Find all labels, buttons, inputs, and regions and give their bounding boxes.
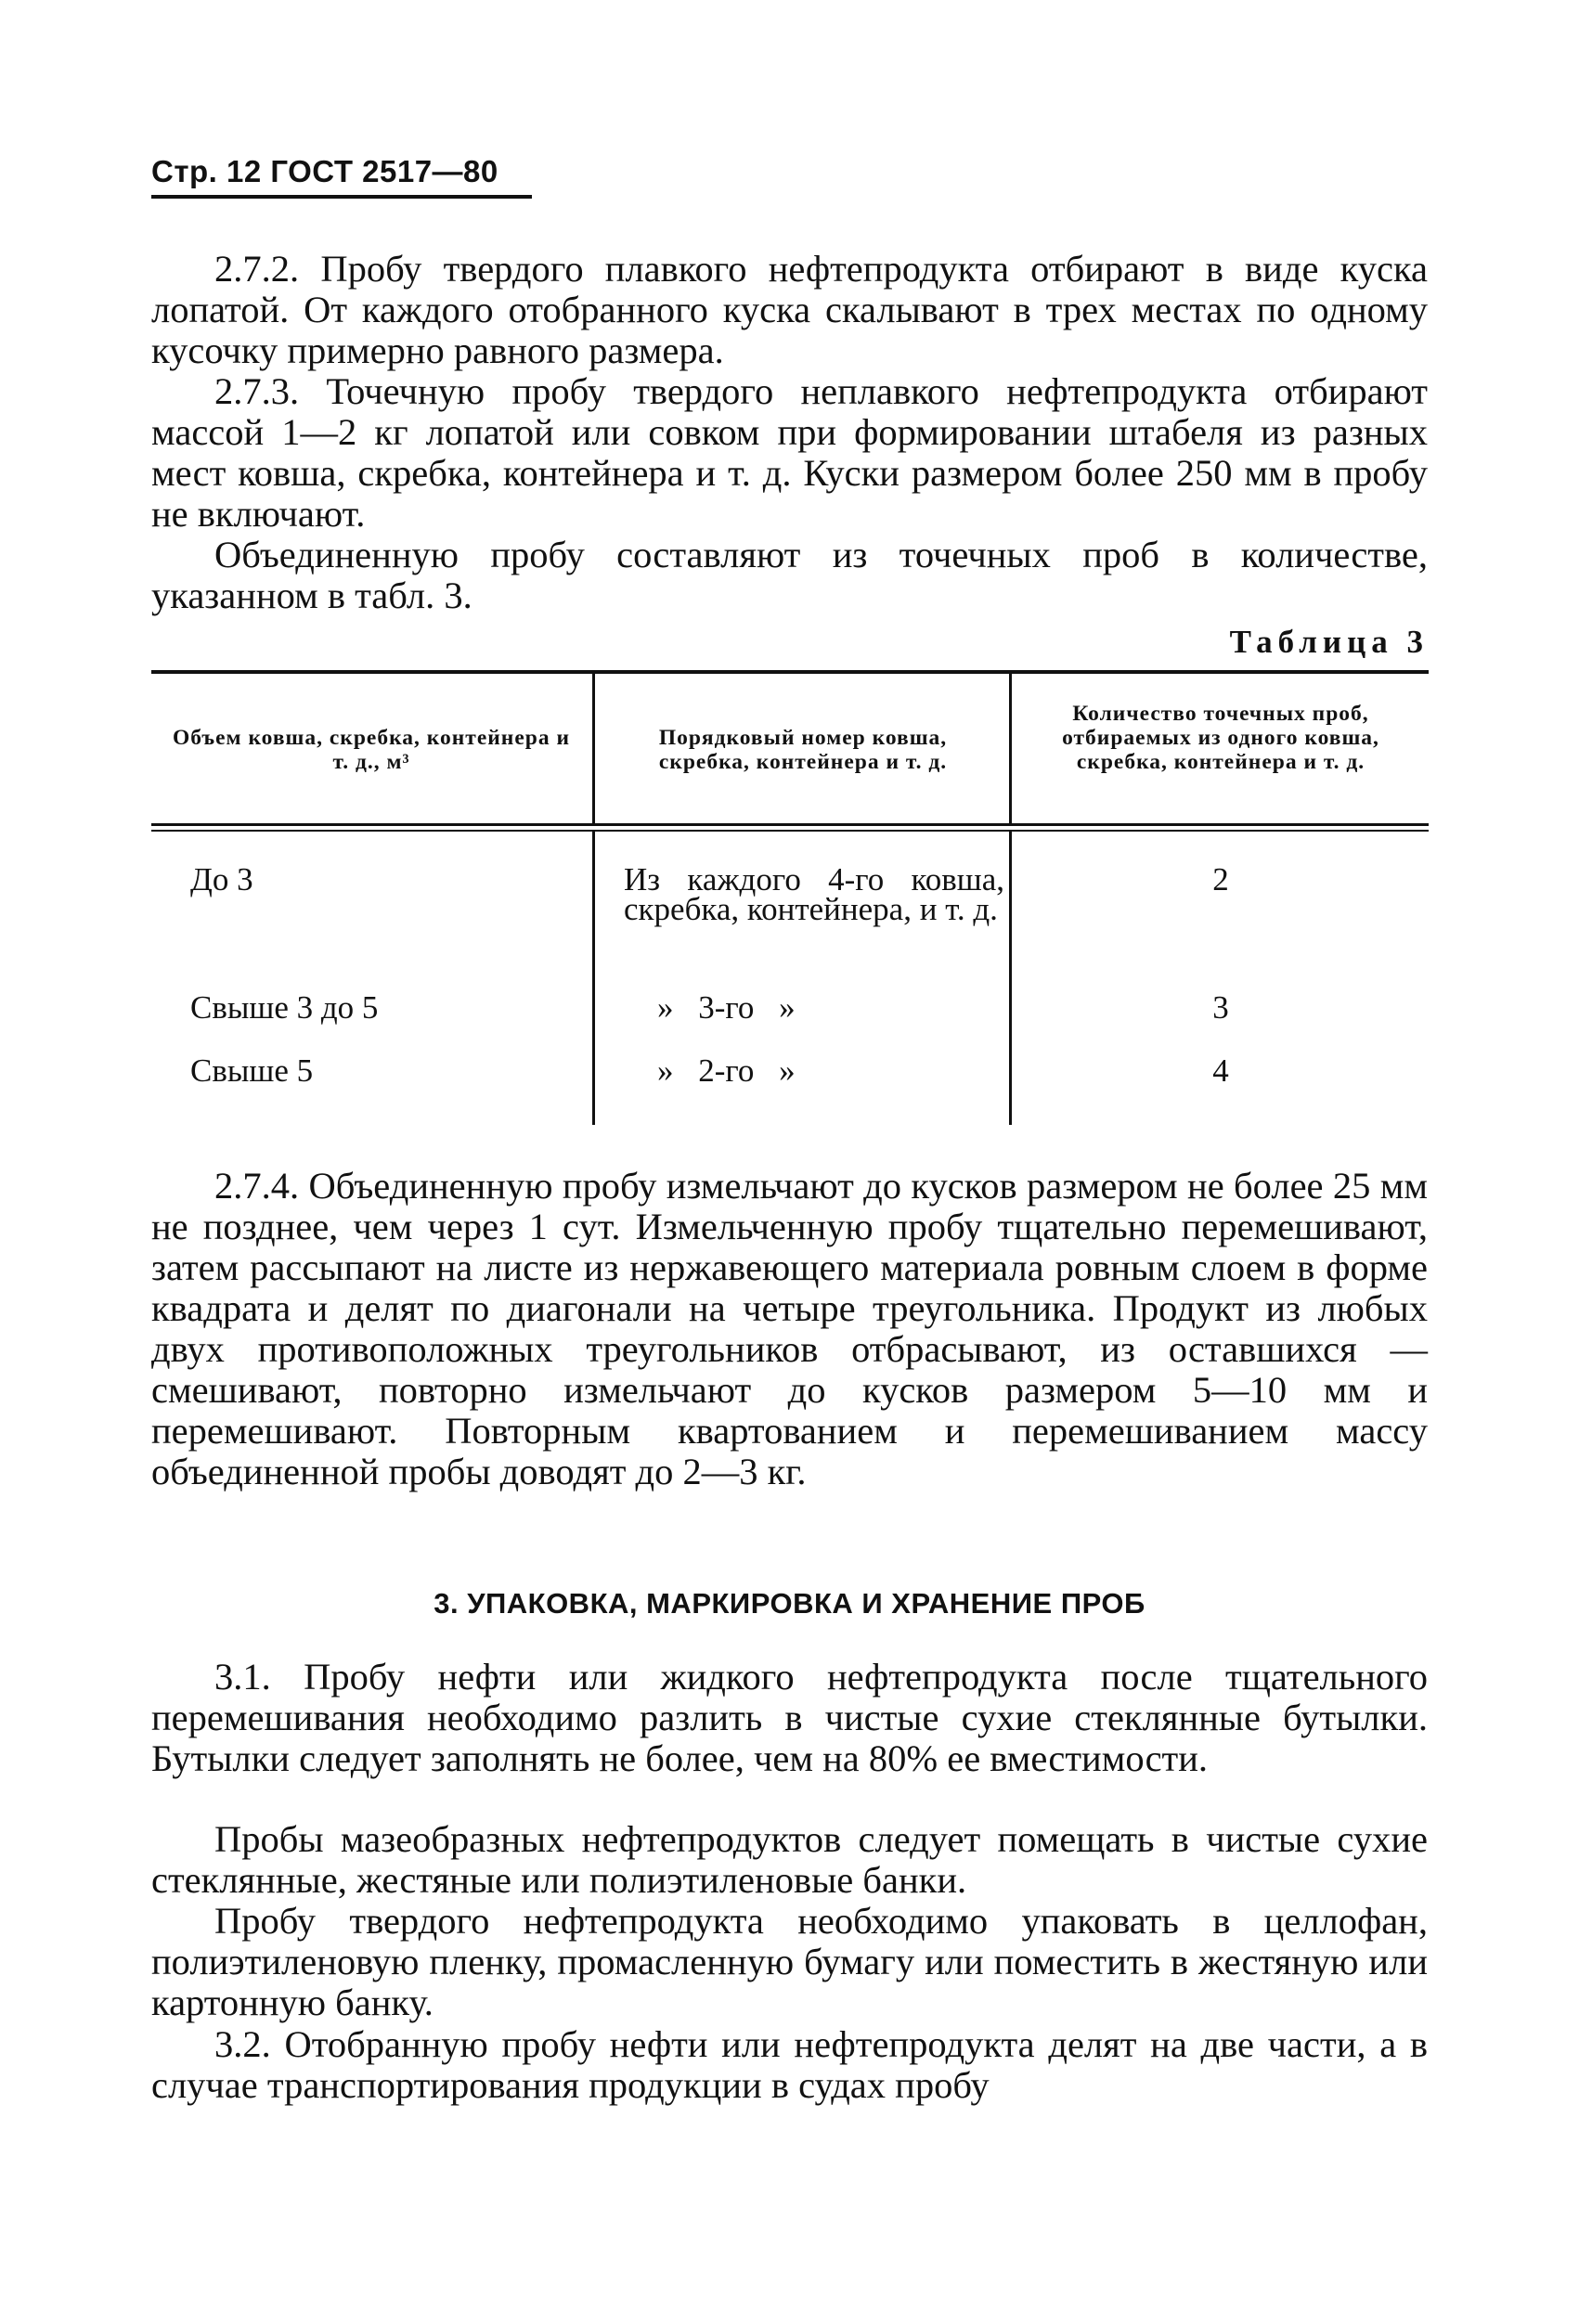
header-underline bbox=[151, 195, 532, 199]
paragraph-combined-sample: Объединенную пробу составляют из точечных проб в количестве, указанном в табл. 3. bbox=[151, 534, 1428, 616]
table-divider-1-body bbox=[592, 832, 595, 1125]
cell-volume: До 3 bbox=[190, 861, 253, 897]
table-divider-1-header bbox=[592, 674, 595, 823]
page-header: Стр. 12 ГОСТ 2517—80 bbox=[151, 154, 498, 188]
cell-count: 2 bbox=[1212, 861, 1229, 897]
paragraph-paste-samples: Пробы мазеобразных нефтепродуктов следует помещать в чистые сухие стеклянные, жестяные или полиэтиленовые банки. bbox=[151, 1818, 1428, 1901]
paragraph-2-7-3: 2.7.3. Точечную пробу твердого неплавкого нефтепродукта отбирают массой 1—2 кг лопатой или совком при формировании штабеля из разных мест ковша, скребка, контейнера и т. д. Куски размером более 250 мм в пробу не включают. bbox=[151, 370, 1428, 535]
table-header-count: Количество точечных проб, отбираемых из одного ковша, скребка, контейнера и т. д. bbox=[1062, 702, 1379, 774]
table-header-rule-2 bbox=[151, 830, 1429, 832]
paragraph-solid-samples: Пробу твердого нефтепродукта необходимо упаковать в целлофан, полиэтиленовую пленку, промасленную бумагу или поместить в жестяную или картонную банку. bbox=[151, 1900, 1428, 2023]
section-3-title: 3. УПАКОВКА, МАРКИРОВКА И ХРАНЕНИЕ ПРОБ bbox=[434, 1587, 1145, 1620]
cell-order: » 3-го » bbox=[657, 989, 796, 1026]
table-top-rule bbox=[151, 670, 1429, 674]
table-caption: Таблица 3 bbox=[1229, 624, 1429, 660]
table-header-order: Порядковый номер ковша, скребка, контейнера и т. д. bbox=[658, 726, 948, 774]
cell-volume: Свыше 5 bbox=[190, 1052, 314, 1089]
table-header-rule-1 bbox=[151, 823, 1429, 826]
cell-order: Из каждого 4-го ковша, скребка, контейнера, и т. д. bbox=[624, 861, 1004, 927]
table-divider-2-header bbox=[1009, 674, 1012, 823]
cell-volume: Свыше 3 до 5 bbox=[190, 989, 379, 1026]
paragraph-2-7-2: 2.7.2. Пробу твердого плавкого нефтепродукта отбирают в виде куска лопатой. От каждого отобранного куска скалывают в трех местах по одному кусочку примерно равного размера. bbox=[151, 248, 1428, 371]
cell-count: 4 bbox=[1212, 1052, 1229, 1089]
paragraph-3-1: 3.1. Пробу нефти или жидкого нефтепродукта после тщательного перемешивания необходимо разлить в чистые сухие стеклянные бутылки. Бутылки следует заполнять не более, чем на 80% ее вместимости. bbox=[151, 1656, 1428, 1779]
paragraph-2-7-4: 2.7.4. Объединенную пробу измельчают до кусков размером не более 25 мм не позднее, чем через 1 сут. Измельченную пробу тщательно перемешивают, затем рассыпают на листе из нержавеющего материала ровным слоем в форме квадрата и делят по диагонали на четыре треугольника. Продукт из любых двух противоположных треугольников отбрасывают, из оставшихся — смешивают, повторно измельчают до кусков размером 5—10 мм и перемешивают. Повторным квартованием и перемешиванием массу объединенной пробы доводят до 2—3 кг. bbox=[151, 1165, 1428, 1492]
paragraph-3-2: 3.2. Отобранную пробу нефти или нефтепродукта делят на две части, а в случае транспортирования продукции в судах пробу bbox=[151, 2023, 1428, 2106]
table-header-volume: Объем ковша, скребка, контейнера и т. д., м³ bbox=[172, 726, 571, 774]
cell-order: » 2-го » bbox=[657, 1052, 796, 1089]
cell-count: 3 bbox=[1212, 989, 1229, 1026]
